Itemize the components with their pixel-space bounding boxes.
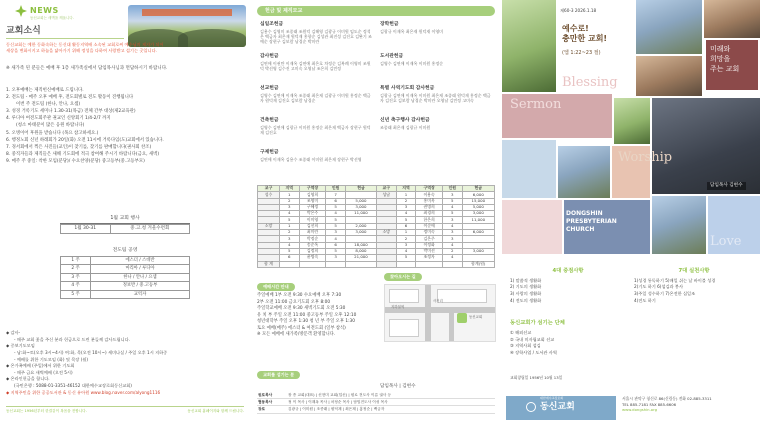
stats-cell: 4 (442, 223, 462, 229)
stats-cell: 박정순 (299, 236, 326, 242)
map-label-station: 지하철역 (391, 305, 405, 309)
stats-cell: 3,000 (462, 248, 494, 254)
church-phone: TEL 885-7181 FAX 885-6606 (622, 401, 677, 407)
offering-group-donors: 김광규 김연애 이재옥 이미원 최은재 조종래 원덕재 홍정순 백금자 김진호 김보람 남경순 박미란 오영남 김민정 고미숙 (380, 92, 491, 103)
schedule-title: 1월 교회 행사 (60, 216, 190, 224)
intro-line: 세상을 변화시키고 하늘을 닮아가기 위해 정성을 다하여 사랑받고 섬기는 곳입니다. (6, 48, 157, 54)
duty-title: 전도팀 공영 (112, 248, 138, 253)
congregation-photo (128, 5, 246, 47)
church-logo-icon (526, 402, 536, 412)
news-tag: NEWS (30, 6, 59, 15)
stats-cell: 1 (396, 230, 416, 236)
stats-header-cell: 인원 (326, 186, 346, 192)
ministry-item: ④ 장학사업 / 도서관 사역 (510, 349, 557, 355)
stats-cell: 6,000 (462, 230, 494, 236)
duty-team: 마리아 / 루디아 (91, 265, 190, 273)
stats-cell: 5 (396, 255, 416, 261)
stats-cell: 성남 (376, 192, 396, 198)
news-item: 1. 오후예배는 제직헌신예배로 드립니다. (6, 88, 84, 93)
stats-cell: 5,000 (345, 198, 376, 204)
stats-cell: 6,000 (462, 192, 494, 198)
stats-cell: 5 (326, 223, 346, 229)
staff-role: 원로목사 (257, 392, 287, 399)
slogan-line: 희망을 (710, 54, 731, 63)
stats-cell: 이순애 (416, 223, 443, 229)
cover-collage (502, 0, 760, 254)
stats-cell: 7 (326, 192, 346, 198)
stats-cell: 5 (442, 198, 462, 204)
intro-text (6, 42, 244, 55)
worship-times-pill: 예배시간 안내 (257, 283, 295, 291)
offering-group-donors: 김영수 김연애 김광규 이미원 홍정순 최은재 백금자 장현구 원덕재 김진호 (260, 124, 371, 135)
stats-cell: 3 (326, 255, 346, 261)
stats-cell: 21,000 (345, 255, 376, 261)
staff-role: 협동목사 (257, 399, 287, 406)
stats-row (258, 261, 495, 267)
news-icon (14, 4, 28, 18)
stats-cell: 2,000 (345, 223, 376, 229)
staff-names: 정 이 목사 | 이재옥 목사 | 차정순 목사 | 담임전도사 이성 목사 (287, 399, 495, 406)
stats-cell: 3 (396, 204, 416, 210)
stats-cell: 정미숙 (416, 230, 443, 236)
stats-cell: 최미란 (299, 230, 326, 236)
offering-group-name: 감사헌금 (260, 54, 279, 59)
map-label-junction: 사거리 (433, 299, 443, 303)
church-footer (502, 396, 760, 424)
announcement-line: - 매주 금요 새벽예배 (오전 5시) (14, 369, 73, 375)
church-contact (622, 396, 756, 413)
map-block (389, 319, 419, 337)
stats-header-cell: 지역 (279, 186, 299, 192)
announcement-line: - 남:화~토(오후 3시~4시) 여:화, 목(오전 10시~) 세미나실 / 주일 오후 1시 지하중 (14, 349, 168, 355)
map-label-church: 동신교회 (469, 315, 483, 319)
stats-cell: 윤명숙 (299, 255, 326, 261)
duty-team: 정보반 / 중.고등부 (91, 282, 190, 290)
stats-cell: 11,000 (345, 211, 376, 217)
denomination: 대한예수교장로회 (540, 396, 564, 400)
stats-cell (345, 261, 376, 267)
offering-group (260, 86, 372, 103)
map-block (389, 289, 419, 303)
church-logo-block (506, 396, 616, 420)
stats-cell: 최경희 (416, 211, 443, 217)
stats-cell (326, 261, 346, 267)
stats-header-cell: 구역장 (299, 186, 326, 192)
offering-group-name: 십일조헌금 (260, 22, 284, 27)
stats-cell (396, 261, 416, 267)
theme-verse (562, 24, 607, 43)
section-title: 교회소식 (6, 26, 41, 36)
offering-group (260, 150, 372, 162)
staff-role: 장로 (257, 406, 287, 413)
staff-row (257, 392, 495, 399)
stats-cell: 3 (442, 192, 462, 198)
offering-group (380, 86, 492, 103)
cover-tile-blue (502, 140, 556, 198)
news-item: 4. 루디아 여전도회주관 권교인 신앙회기 1/4-2/7 까지 (6, 116, 111, 122)
stats-cell: 5 (279, 217, 299, 223)
stats-cell: 조영미 (299, 198, 326, 204)
stats-cell: 3 (442, 230, 462, 236)
stats-header-cell: 지역 (396, 186, 416, 192)
stats-cell: 8,000 (345, 248, 376, 254)
offering-group (380, 118, 492, 130)
practice-point: 4)전도 하기 (634, 297, 656, 303)
offering-group-name: 건축헌금 (260, 118, 279, 123)
cover-panel (502, 0, 760, 424)
stats-cell: 1 (279, 223, 299, 229)
announcement-line: - 예배를 위한 기도모임 (화) 및 목장 (월) (14, 356, 88, 362)
stats-cell: 한은희 (416, 217, 443, 223)
worship-time-line: 토요 예배(매주) 에스더 & 여전도회 (일부 참석) (257, 325, 346, 331)
stats-cell: 합계(원) (462, 261, 494, 267)
stats-cell: 4 (279, 211, 299, 217)
stats-cell: 4 (396, 211, 416, 217)
staff-table (257, 392, 495, 414)
offering-group-donors: 김광규 이재옥 최은재 원덕재 이영미 (380, 28, 444, 34)
stats-cell: 3 (279, 204, 299, 210)
stats-cell (279, 261, 299, 267)
offering-group-donors: 김영수 김연애 이재옥 이미원 홍정순 (380, 60, 444, 66)
staff-row (257, 399, 495, 406)
directions-pill: 찾아오시는 길 (384, 273, 422, 281)
stats-cell: 1 (396, 192, 416, 198)
offering-group (380, 54, 492, 66)
schedule-row (61, 225, 190, 234)
announcement-line: ◆ 온라인헌금을 합니다. (6, 376, 50, 382)
news-item: (청소 마태분이 많은 응원 바랍니다) (16, 123, 85, 129)
stats-cell: 4 (326, 211, 346, 217)
offering-group-name: 구제헌금 (260, 150, 279, 155)
stats-header-cell: 교구 (258, 186, 280, 192)
offering-group-donors: 김연애 이재옥 김용수 조종래 이미원 최은재 장현구 박선영 (260, 156, 362, 162)
church-english-name: DONGSHIN PRESBYTERIAN CHURCH (566, 210, 617, 234)
cover-photo-people (636, 0, 702, 54)
focus-point: 3) 사랑의 생활화 (510, 291, 542, 297)
offering-group (260, 118, 372, 135)
news-panel (0, 0, 250, 424)
offering-panel (252, 0, 500, 424)
offering-header (257, 6, 495, 16)
practice-point: 2)기도 하기 6)섬김과 봉사 (634, 284, 683, 290)
cover-photo-trees (502, 0, 556, 92)
stats-cell: 2 (279, 230, 299, 236)
stats-header-cell: 구역장 (416, 186, 443, 192)
duty-week: 1 주 (61, 257, 91, 265)
ministry-list (510, 330, 710, 356)
offering-group-name: 장학헌금 (380, 22, 399, 27)
stats-cell: 6 (326, 242, 346, 248)
map-block (437, 289, 487, 303)
stats-cell (416, 261, 443, 267)
slogan-line: 주는 교회 (710, 64, 740, 73)
stats-cell: 5 (442, 211, 462, 217)
cover-photo-bible (652, 196, 706, 254)
intro-line: 동신교회는 예한 동화속하는 동신대 활동지역배 소속된 교회로써 예수님의 제자가 되어 (6, 42, 164, 47)
map-road (425, 285, 431, 342)
photo-banner (142, 9, 232, 16)
practice-point: 3)주일 성수하기 7)온전한 십일조 (634, 291, 696, 297)
duty-team: 한나 / 안나 / 요셉 (91, 273, 190, 281)
location-map (384, 284, 496, 342)
welcome-note: ※ 새가족 된 분들은 예배 후 1층 새가족실에서 담임목사님과 면담하시기 바랍니다. (6, 66, 168, 71)
announcement-line: - 매주 교회 꽃을 주신 분과 헌금으로 드린 분들께 감사드립니다. (14, 336, 130, 342)
worship-time-line: 2부 오전 11:00 금요기도회 오후 8:00 (257, 299, 331, 305)
stats-cell: 이용숙 (416, 192, 443, 198)
focus-points-title: 4대 중점사항 (552, 268, 584, 274)
stats-cell: 15,000 (462, 198, 494, 204)
news-item: 7. 경서회에서 찍은 사진들(교인)이 찾기를, 찾기를 판매합니다(권사회 찬조) (6, 144, 152, 150)
stats-cell: 5 (279, 248, 299, 254)
schedule-cell: 중.고.청 겨울수련회 (110, 225, 189, 234)
stats-cell: 3 (442, 236, 462, 242)
stats-cell: 3 (442, 217, 462, 223)
stats-header-cell: 인원 (442, 186, 462, 192)
district-stats-table (257, 185, 495, 268)
stats-header-cell: 헌금 (345, 186, 376, 192)
news-item: 9. 매주 주 중일: 착한 모임(분당)/ 수요찬양(분당) 중고등부(중.고등부모) (6, 158, 145, 164)
stats-cell: 18,000 (345, 242, 376, 248)
offering-group (380, 22, 492, 34)
stats-cell: 4 (396, 248, 416, 254)
ministry-item: ② 국내 미자립교회 선교 (510, 336, 555, 342)
duty-week: 5 주 (61, 290, 91, 298)
stats-cell: 소망 (376, 230, 396, 236)
stats-cell: 합 계 (258, 261, 280, 267)
church-marker-icon (457, 313, 467, 323)
offering-group-name: 도서관헌금 (380, 54, 404, 59)
stats-cell: 5 (326, 248, 346, 254)
stats-cell: 4 (326, 236, 346, 242)
stats-cell: 구혜정 (299, 204, 326, 210)
news-subtitle: 동신교회는 새벽을 깨웁니다. (30, 16, 74, 20)
footer-right: 동신교회 홈페이지와 함께 드립니다. (187, 409, 244, 413)
stats-cell: 5 (326, 204, 346, 210)
theme-verse-line: 충만한 교회! (562, 33, 608, 43)
cover-photo-group (704, 0, 760, 38)
worship-time-line: 주일학교예배 오전 9:30 새벽기도회 오전 5:30 (257, 306, 346, 312)
announcements-bottom (6, 330, 244, 396)
stats-cell (442, 261, 462, 267)
duty-week: 2 주 (61, 265, 91, 273)
cover-info-card (502, 260, 760, 424)
panel1-footer (6, 406, 244, 413)
blessing-word: Blessing (562, 75, 618, 90)
duty-team: 에스더 / 스데반 (91, 257, 190, 265)
stats-cell: 3,000 (345, 204, 376, 210)
focus-point: 2) 기도의 생활화 (510, 284, 542, 290)
duty-week: 4 주 (61, 282, 91, 290)
offering-group-donors: 김영수 김연애 이재옥 조종래 최은재 김광규 이미원 홍정순 백금자 원덕재 김진호 김보람 남경순 (260, 92, 371, 103)
worship-word: Worship (618, 150, 673, 165)
stats-cell: 3 (326, 230, 346, 236)
stats-cell: 6 (396, 223, 416, 229)
issue-number: 제60-3 2026.1.18 (560, 8, 597, 13)
stats-cell: 송순옥 (299, 242, 326, 248)
duty-row (61, 257, 190, 265)
stats-cell: 성수 (258, 192, 280, 198)
stats-cell: 홍미옥 (416, 198, 443, 204)
schedule-cell: 1월 30-31 (61, 225, 111, 234)
ministry-item: ③ 지역사회 섬김 (510, 343, 541, 349)
stats-cell: 김정희 (299, 248, 326, 254)
news-item: 이번 주 전도팀 (한나, 안나, 요셉) (16, 102, 81, 108)
church-name: 동신교회 (540, 402, 575, 412)
stats-header-cell: 헌금 (462, 186, 494, 192)
stats-cell: 4 (279, 242, 299, 248)
announcement-line: ◆ 온가족예배 (주일)에서 위한 기도회 (6, 363, 75, 369)
news-item: 8. 중직자들과 제직들은 새해 기도회에 적극 참여해 주시기 바랍니다(금요, 새벽) (6, 151, 160, 157)
stats-cell: 1 (279, 192, 299, 198)
duty-row (61, 265, 190, 273)
staff-pill: 교회를 섬기는 분 (257, 371, 300, 379)
cover-photo-fellowship (636, 56, 702, 96)
duty-row (61, 282, 190, 290)
duty-row (61, 290, 190, 298)
stats-header-cell: 교구 (376, 186, 396, 192)
offering-group-name: 신년 축구행사 감사헌금 (380, 118, 430, 123)
stats-cell: 4 (442, 204, 462, 210)
news-list (6, 88, 244, 166)
stats-cell: 3,000 (345, 230, 376, 236)
pastor-photo (652, 98, 760, 194)
stats-cell: 김은주 (416, 236, 443, 242)
announcement-line: ◆ 감사- (6, 330, 21, 335)
announcement-line: (국민은행 : 5088-01-3351-46152 대한예수교장로회동신교회) (14, 383, 132, 389)
announcement-line: ◆ 지역주민을 위한 공공도서관 & 동신 유아원 www.blog.naver.com/alyong1116 (6, 389, 161, 395)
news-item: 2. 전도팀 - 매주 오후 예배 후, 전도회별로 전도 활동이 진행됩니다 (6, 95, 134, 101)
worship-time-line: ※ 모든 예배에 새가족/방문객 환영합니다. (257, 332, 336, 338)
schedule-table (60, 224, 190, 234)
stats-cell (299, 261, 326, 267)
ministry-title: 동신교회가 섬기는 단체 (510, 320, 565, 326)
church-website-link[interactable]: www.dongshin.org (622, 407, 658, 413)
stats-cell: 4 (442, 255, 462, 261)
stats-cell: 이정화 (416, 242, 443, 248)
offering-group-donors: 조종래 최은재 김광규 이미원 (380, 124, 431, 130)
theme-verse-line: 예수로! (562, 24, 589, 33)
cover-photo-worship (558, 146, 610, 198)
love-word: Love (710, 234, 742, 249)
practice-points-title: 7대 실천사항 (678, 268, 710, 274)
worship-time-line: 주일예배 1부 오전 9:30 수요예배 오후 7:30 (257, 293, 342, 298)
cover-photo-garden (614, 98, 650, 144)
practice-points-list (634, 278, 754, 304)
church-address: 서울시 관악구 청신로 86(신림동) 전화 02-885-3311 (622, 396, 712, 401)
stats-cell: 6 (326, 198, 346, 204)
staff-names: 김광규 | 이미원 | 조종래 | 원덕재 | 최은재 | 홍정순 | 백금자 (287, 406, 495, 413)
stats-cell: 11,000 (462, 217, 494, 223)
focus-points (510, 268, 626, 305)
stats-cell: 5 (396, 217, 416, 223)
stats-cell: 3,000 (462, 211, 494, 217)
senior-pastor: 담임목사 | 김현수 (380, 384, 416, 389)
offering-group-name: 특별 사역기도회 감사헌금 (380, 86, 435, 91)
stats-cell: 소망 (258, 223, 280, 229)
worship-time-line: 유 치 부 주일 오전 11:00 중고등부 주일 오후 12:10 (257, 312, 357, 318)
stats-cell: 3 (396, 242, 416, 248)
staff-names: 장 종 교회(대표) | 신현미 교회(입신) | 원로 전도사 이름 권사 등 (287, 392, 495, 399)
stats-cell: 5 (326, 217, 346, 223)
focus-point: 4) 전도의 생활화 (510, 297, 542, 303)
theme-verse-reference: (엡 1:22~23 절) (562, 50, 601, 56)
slogan-line: 미래와 (710, 45, 731, 53)
stats-cell: 6 (279, 255, 299, 261)
stats-cell: 2 (279, 198, 299, 204)
section-divider (6, 38, 124, 39)
stats-cell: 조정자 (416, 255, 443, 261)
cover-tile-pink (502, 200, 562, 254)
news-item: 5. 오병이어 후원을 받습니다 (목요 참고하세요.) (6, 130, 99, 136)
stats-cell: 박미선 (416, 248, 443, 254)
stats-cell: 4 (442, 242, 462, 248)
offering-group-name: 선교헌금 (260, 86, 279, 91)
stats-cell: 이미영 (299, 217, 326, 223)
announcement-line: ◆ 중보기도모임 (6, 343, 35, 349)
sermon-word: Sermon (510, 97, 562, 112)
stats-cell: 3 (279, 236, 299, 242)
worship-times (257, 293, 377, 339)
stats-cell: 2 (396, 198, 416, 204)
stats-cell: 5,000 (462, 204, 494, 210)
pastor-caption: 담임목사 김현수 (707, 182, 746, 190)
duty-row (61, 273, 190, 281)
offering-group-donors: 김연애 이권만 이재옥 김연애 최은호 차정순 김복례 이영미 조원덕 박선영 김수진 고미숙 오영남 조은희 김민정 (260, 60, 371, 71)
footer-left: 동신교회는 1956년부터 한결같이 복음을 전합니다. (6, 409, 87, 413)
news-item: 3. 성경 거룩기도 세미나 1.30-31(목금) 전체 간부 대상(제2교육관) (6, 109, 136, 115)
map-road (449, 307, 454, 342)
offering-group (260, 22, 372, 44)
duty-team: 교역자 (91, 290, 190, 298)
worship-time-line: 청년대학부 주일 오후 1:30 청 년 부 주일 오후 1:30 (257, 319, 356, 325)
stats-cell: 김선희 (299, 223, 326, 229)
stats-cell: 박은주 (299, 211, 326, 217)
stats-cell: 2 (442, 248, 462, 254)
focus-points-list (510, 278, 626, 304)
focus-point: 1) 말씀적 생활화 (510, 277, 542, 283)
stats-cell: 권명희 (416, 204, 443, 210)
offering-header-label: 헌금 및 제직모교 (265, 7, 303, 14)
staff-row (257, 406, 495, 413)
stats-cell (376, 261, 396, 267)
stats-cell: 김영희 (299, 192, 326, 198)
practice-point: 1)성경 통독하기 5)매일 쉬는 날 바이블 성경 (634, 277, 716, 283)
news-item: 6. 행정노회 신년 하례회가 20일(화) 오전 11시에 거룩다임(도)교회에서 있습니다. (6, 137, 164, 143)
offering-group (260, 54, 372, 71)
duty-table (60, 256, 190, 299)
ministry-item: ① 해외선교 (510, 330, 532, 335)
duty-week: 3 주 (61, 273, 91, 281)
offering-group-donors: 김용수 김영미 조종래 조원덕 김해영 김광규 이미원 임도순 정석은 백금자 최은재 원덕재 홍향순 김성관 최진성 김진호 김완기 조예순 장현구 김보람 남경순 박미란 (260, 28, 372, 44)
stats-cell: 2 (396, 236, 416, 242)
practice-points (634, 268, 754, 305)
church-slogan (706, 40, 758, 90)
founding-date: 교회창립일 1956년 10월 13일 (510, 375, 563, 380)
